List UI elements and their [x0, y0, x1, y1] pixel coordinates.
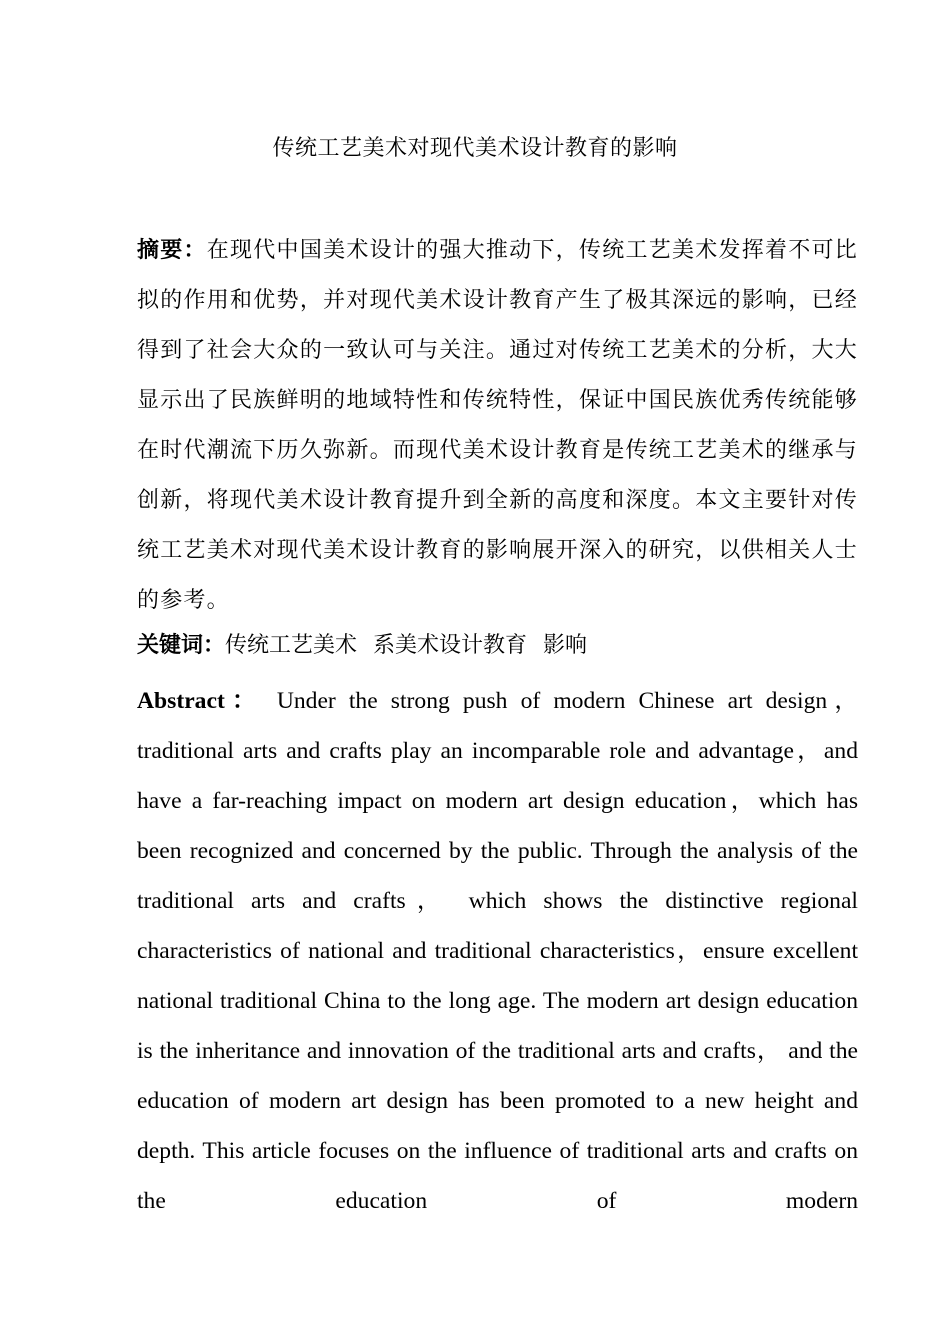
english-abstract: [137, 676, 858, 1226]
chinese-abstract-label: 摘要：: [137, 238, 207, 263]
chinese-abstract: [137, 226, 858, 626]
keyword-item: 系美术设计教育: [373, 633, 528, 658]
chinese-abstract-text: 在现代中国美术设计的强大推动下，传统工艺美术发挥着不可比拟的作用和优势，并对现代美术设计教育产生了极其深远的影响，已经得到了社会大众的一致认可与关注。通过对传统工艺美术的分析，大大显示出了民族鲜明的地域特性和传统特性，保证中国民族优秀传统能够在时代潮流下历久弥新。而现代美术设计教育是传统工艺美术的继承与创新，将现代美术设计教育提升到全新的高度和深度。本文主要针对传统工艺美术对现代美术设计教育的影响展开深入的研究，以供相关人士的参考。: [137, 238, 858, 613]
document-title: 传统工艺美术对现代美术设计教育的影响: [272, 136, 678, 161]
keyword-item: 传统工艺美术: [225, 633, 358, 658]
keyword-item: 影响: [543, 633, 588, 658]
keywords-line: [137, 626, 858, 666]
english-abstract-text: Under the strong push of modern Chinese art design，traditional arts and crafts play an incomparable role and advantage，and have a far-reaching impact on modern art design education，which has been recognized and concerned by the public. Through the analysis of the traditional arts and crafts， which shows the distinctive regional characteristics of national and traditional characteristics，ensure excellent national traditional China to the long age. The modern art design education is the inheritance and innovation of the traditional arts and crafts， and the education of modern art design has been promoted to a new height and depth. This article focuses on the influence of traditional arts and crafts on the education of modern: [137, 688, 859, 1214]
english-abstract-label: Abstract：: [137, 688, 263, 714]
keywords-label: 关键词：: [137, 633, 226, 658]
